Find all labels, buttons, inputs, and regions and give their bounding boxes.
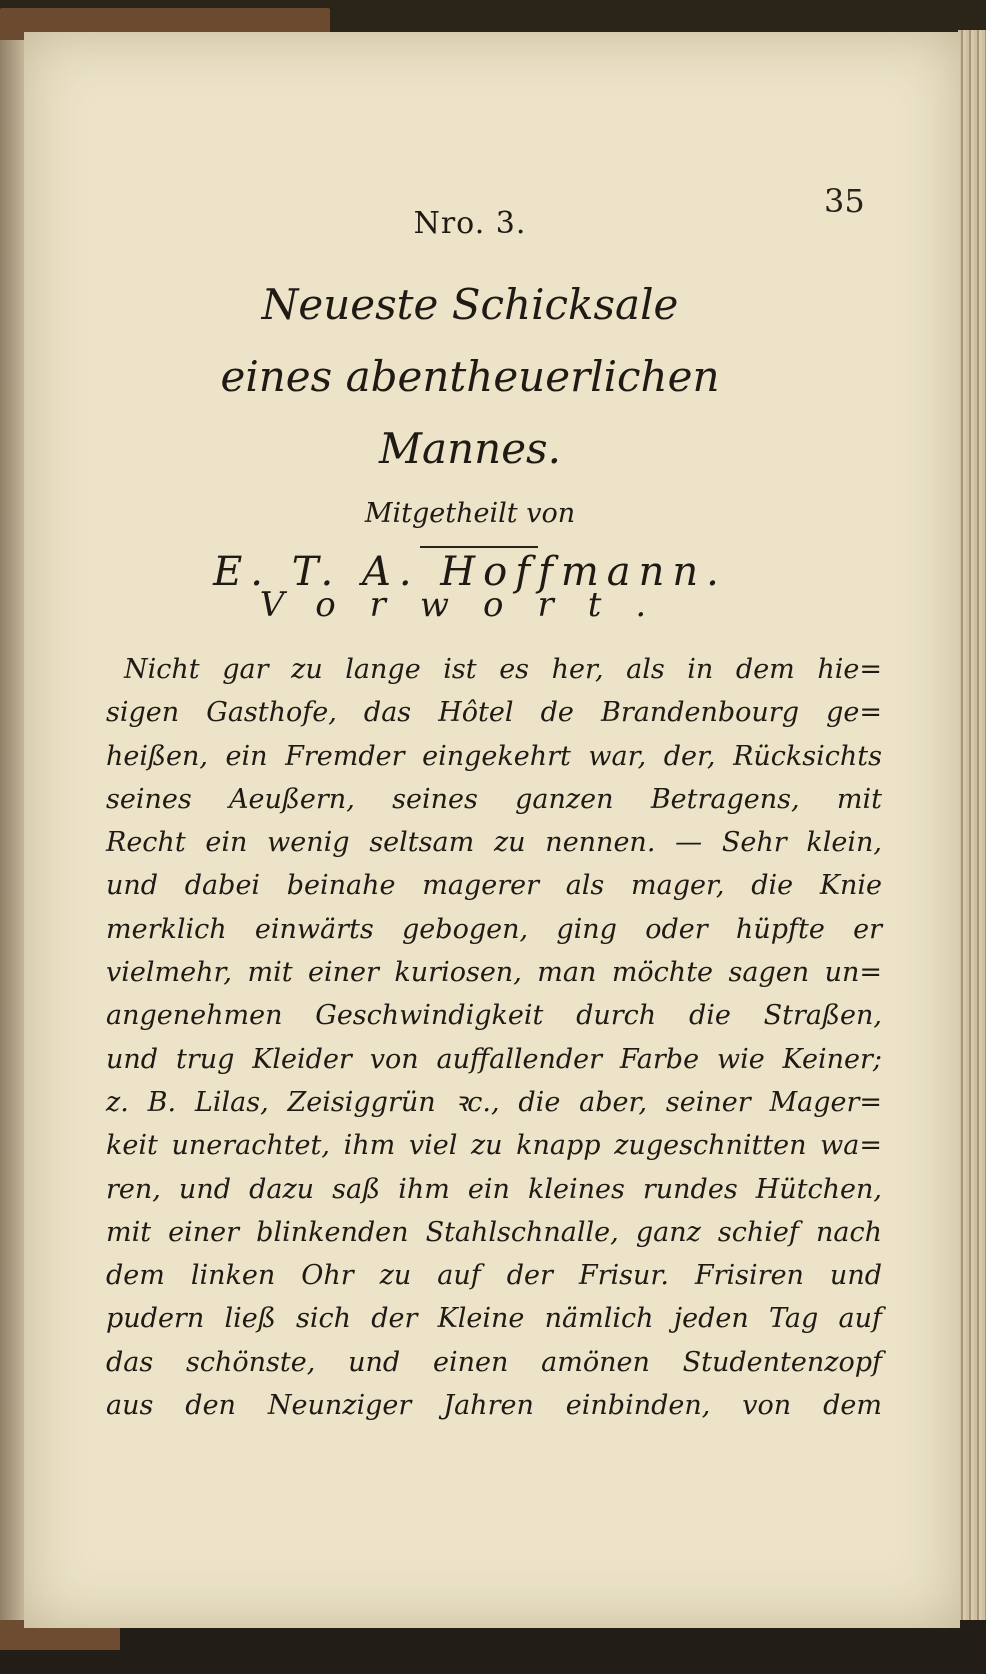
text-line: keit unerachtet, ihm viel zu knapp zugeschnitten wa=	[106, 1130, 882, 1162]
credit-line: Mitgetheilt von	[364, 498, 576, 529]
text-line: heißen, ein Fremder eingekehrt war, der, Rücksichts	[106, 740, 882, 772]
text-line: sigen Gasthofe, das Hôtel de Brandenbourg ge=	[106, 697, 882, 729]
page-edges	[958, 30, 986, 1630]
page-number: 35	[824, 182, 865, 220]
section-heading: Vorwort.	[259, 585, 681, 625]
text-line: seines Aeußern, seines ganzen Betragens, mit	[106, 783, 882, 815]
text-line: das schönste, und einen amönen Studentenzopf	[106, 1346, 882, 1378]
text-line: Recht ein wenig seltsam zu nennen. — Sehr klein,	[106, 827, 882, 859]
text-line: pudern ließ sich der Kleine nämlich jeden Tag auf	[106, 1303, 882, 1335]
chapter-title-line-2: eines abentheuerlichen Mannes.	[220, 352, 720, 473]
chapter-title-line-1: Neueste Schicksale	[261, 280, 679, 329]
text-line: Nicht gar zu lange ist es her, als in dem hie=	[124, 654, 882, 685]
text-line: mit einer blinkenden Stahlschnalle, ganz schief nach	[106, 1216, 882, 1248]
text-line: ren, und dazu saß ihm ein kleines rundes Hütchen,	[106, 1173, 882, 1205]
author-name: E. T. A. Hoffmann.	[213, 549, 727, 595]
text-line: aus den Neunziger Jahren einbinden, von dem	[106, 1390, 882, 1422]
text-line: dem linken Ohr zu auf der Frisur. Frisiren und	[106, 1260, 882, 1292]
text-line: merklich einwärts gebogen, ging oder hüpfte er	[106, 913, 882, 945]
text-line: vielmehr, mit einer kuriosen, man möchte sagen un=	[106, 957, 882, 989]
body-paragraph	[106, 648, 882, 1427]
gutter-shadow	[0, 40, 26, 1630]
divider-rule	[420, 546, 538, 548]
book-binding-bottom	[0, 1620, 986, 1674]
book-binding-top	[0, 0, 986, 34]
text-line: und trug Kleider von auffallender Farbe wie Keiner;	[106, 1043, 882, 1075]
text-line: und dabei beinahe magerer als mager, die Knie	[106, 870, 882, 902]
text-line: angenehmen Geschwindigkeit durch die Straßen,	[106, 1000, 882, 1032]
text-line: z. B. Lilas, Zeisiggrün ꝛc., die aber, seiner Mager=	[106, 1086, 882, 1118]
chapter-number: Nro. 3.	[413, 206, 527, 241]
